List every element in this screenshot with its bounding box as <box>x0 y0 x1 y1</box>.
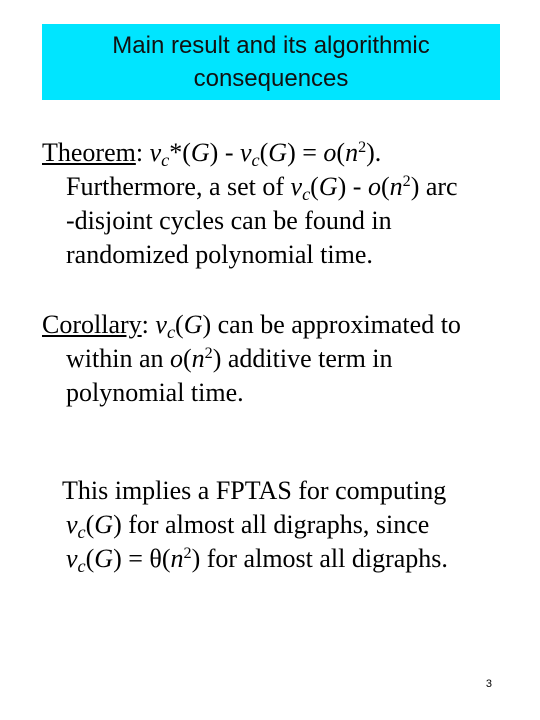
slide-title-line-2: consequences <box>193 65 349 92</box>
corollary-label: Corollary <box>42 310 142 339</box>
slide-title-box <box>42 24 500 100</box>
corollary-line-3: polynomial time. <box>66 378 244 407</box>
theorem-label: Theorem <box>42 138 136 167</box>
corollary-paragraph <box>42 308 461 410</box>
corollary-line-1: Corollary: $\nu_c(G)$ can be approximated to <box>42 310 461 343</box>
theorem-line-1: Theorem: $\nu_c*(G) - \nu_c(G) = o(n^2)$. <box>42 138 382 171</box>
implication-paragraph <box>62 474 448 576</box>
implication-line-3: $\nu_c(G) = \theta(n^2)$ for almost all digraphs. <box>66 544 448 577</box>
theorem-line-3: -disjoint cycles can be found in <box>66 206 392 235</box>
page-number: 3 <box>485 678 492 690</box>
corollary-line-2: within an $o(n^2)$ additive term in <box>66 344 393 373</box>
implication-line-2: $\nu_c(G)$ for almost all digraphs, since <box>66 510 430 543</box>
theorem-line-4: randomized polynomial time. <box>66 240 373 269</box>
theorem-paragraph <box>42 136 458 272</box>
theorem-line-2: Furthermore, a set of $\nu_c(G) - o(n^2)$ arc <box>66 172 458 205</box>
implication-line-1: This implies a FPTAS for computing <box>62 476 447 505</box>
slide-title-line-1: Main result and its algorithmic <box>112 32 430 59</box>
